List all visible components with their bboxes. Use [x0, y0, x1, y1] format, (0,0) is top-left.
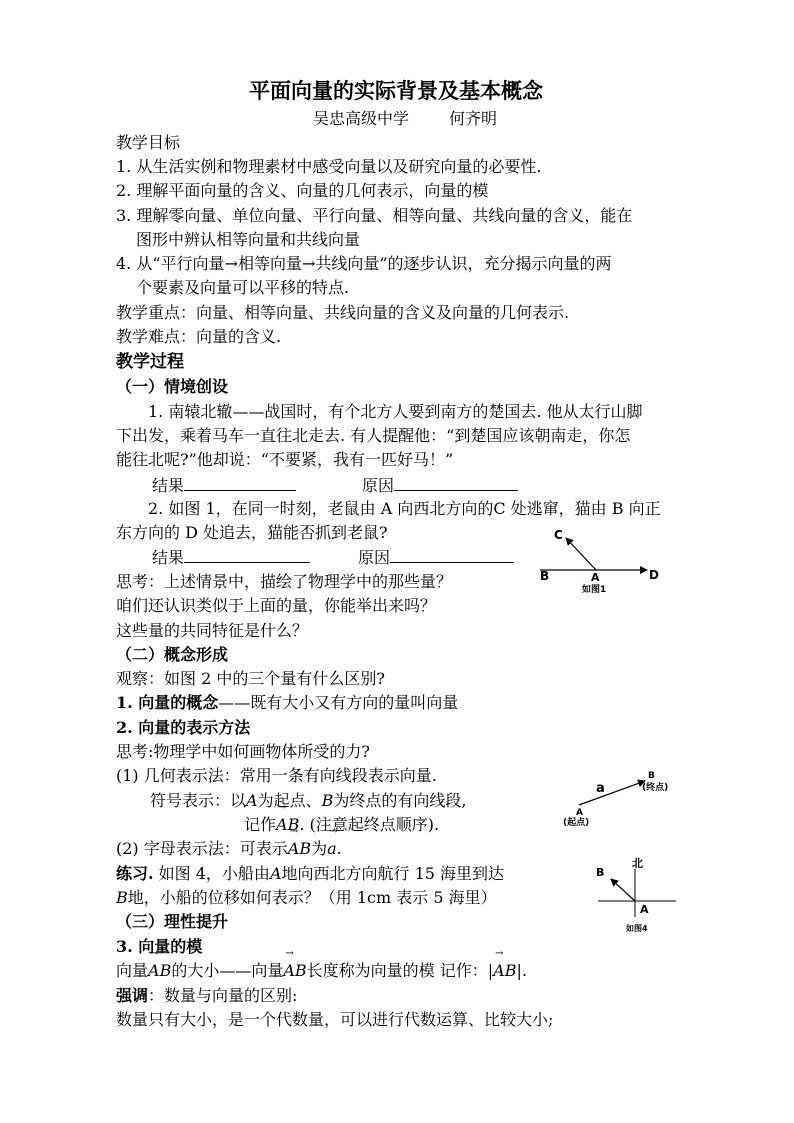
result-label: 结果 [152, 476, 185, 495]
section-1-heading: （一）情境创设 [116, 377, 229, 396]
label-b: B [648, 771, 655, 781]
emphasis-text: ：数量与向量的区别: [148, 986, 298, 1005]
result-label: 结果 [152, 548, 185, 567]
result-line-1 [152, 474, 518, 497]
symbol-suffix: 为终点的有向线段, [333, 791, 467, 810]
exercise-text-c: 地，小船的位移如何表示？（用 1cm 表示 5 海里） [127, 888, 497, 907]
modulus-mid2: 长度称为向量的模 记作：| [306, 961, 494, 980]
label-b: B [540, 569, 550, 583]
exercise-line-1 [116, 863, 504, 885]
figure-4 [590, 855, 685, 937]
section-3-heading: （三）理性提升 [116, 912, 229, 931]
story-line-1: 1. 南辕北辙——战国时，有个北方人要到南方的楚国去. 他从太行山脚 [148, 402, 643, 421]
label-b: B [596, 866, 605, 879]
label-c: C [554, 528, 563, 542]
label-end: (终点) [642, 783, 669, 793]
vector-ab: → AB [493, 960, 516, 982]
objective-3: 3. 理解零向量、单位向量、平行向量、相等向量、共线向量的含义，能在 [116, 206, 633, 225]
section-2-heading: （二）概念形成 [116, 645, 229, 664]
vector-ac [566, 538, 596, 570]
exercise-a: A [269, 864, 282, 883]
vector-a [579, 781, 645, 805]
exercise-text-a: 如图 4，小船由 [153, 864, 270, 883]
notation-suffix: . (注意起终点顺序). [299, 815, 440, 834]
subtitle [313, 108, 497, 130]
school-name: 吴忠高级中学 [313, 109, 410, 128]
concept-1-text: ——既有大小又有方向的量叫向量 [218, 693, 459, 712]
notation-line [244, 814, 439, 836]
result-line-2 [152, 546, 514, 569]
letter-method [116, 838, 342, 860]
exercise-text-b: 地向西北方向航行 15 海里到达 [281, 864, 505, 883]
figure-4-caption: 如图4 [626, 924, 648, 933]
figure-2 [560, 765, 685, 830]
north-label: 北 [632, 857, 643, 870]
vector-ab: → AB [283, 960, 306, 982]
vector-a: → a [327, 838, 337, 860]
process-heading: 教学过程 [116, 352, 184, 372]
teaching-difficulty: 教学难点：向量的含义. [116, 327, 282, 346]
symbol-mid: 为起点、 [257, 791, 322, 810]
geometric-method: (1) 几何表示法：常用一条有向线段表示向量. [116, 766, 437, 785]
symbol-prefix: 符号表示：以 [150, 791, 247, 810]
observe-line: 观察：如图 2 中的三个量有什么区别? [116, 669, 385, 688]
letter-prefix: (2) 字母表示法：可表示 [116, 839, 288, 858]
result-blank [184, 474, 296, 491]
modulus-line [116, 960, 527, 982]
symbol-a: A [246, 791, 258, 810]
exercise-label: 练习. [116, 864, 154, 883]
modulus-prefix: 向量 [116, 961, 149, 980]
reason-label: 原因 [362, 476, 395, 495]
exercise-line-2 [116, 887, 497, 909]
label-a: A [591, 571, 600, 584]
think-line-1: 思考：上述情景中，描绘了物理学中的那些量？ [116, 572, 453, 591]
story-line-3: 能往北呢?”他却说：“不要紧，我有一匹好马！” [116, 450, 454, 469]
mouse-line-1: 2. 如图 1，在同一时刻，老鼠由 A 向西北方向的C 处逃窜，猫由 B 向正 [148, 499, 661, 518]
exercise-b: B [116, 888, 128, 907]
emphasis-label: 强调 [116, 986, 149, 1005]
reason-blank [394, 474, 518, 491]
symbol-b: B [321, 791, 334, 810]
concept-1-label: 1. 向量的概念 [116, 693, 219, 712]
modulus-end: |. [516, 961, 527, 980]
objective-4-cont: 个要素及向量可以平移的特点. [136, 278, 350, 297]
objectives-heading: 教学目标 [116, 133, 181, 152]
objective-1: 1. 从生活实例和物理素材中感受向量以及研究向量的必要性. [116, 157, 542, 176]
label-a: A [576, 808, 583, 818]
mouse-line-2: 东方向的 D 处追去，猫能否抓到老鼠? [116, 523, 388, 542]
vector-ab: → AB [288, 838, 311, 860]
letter-mid: 为 [311, 839, 328, 858]
modulus-mid: 的大小——向量 [171, 961, 284, 980]
symbol-line [150, 790, 466, 812]
reason-blank [390, 546, 514, 563]
result-blank [184, 546, 310, 563]
letter-end: . [336, 839, 342, 858]
objective-2: 2. 理解平面向量的含义、向量的几何表示，向量的模 [116, 181, 489, 200]
label-a: A [640, 903, 649, 916]
author-name: 何齐明 [449, 109, 498, 128]
think-line-2: 咱们还认识类似于上面的量，你能举出来吗？ [116, 596, 437, 615]
concept-3-heading: 3. 向量的模 [116, 937, 203, 956]
objective-3-cont: 图形中辨认相等向量和共线向量 [136, 230, 361, 249]
vector-ab: → AB [148, 960, 171, 982]
objective-4: 4. 从“平行向量→相等向量→共线向量”的逐步认识，充分揭示向量的两 [116, 254, 612, 273]
story-line-2: 下出发，乘着马车一直往北走去. 有人提醒他：“到楚国应该朝南走，你怎 [116, 426, 631, 445]
think-force: 思考:物理学中如何画物体所受的力? [116, 742, 370, 761]
vector-ab: → AB [276, 814, 299, 836]
figure-1-caption: 如图1 [582, 585, 607, 595]
emphasis-line [116, 985, 297, 1007]
notation-prefix: 记作 [244, 815, 277, 834]
page-title: 平面向量的实际背景及基本概念 [249, 78, 543, 103]
label-a-vec: a [596, 781, 605, 796]
label-start: (起点) [563, 818, 590, 828]
think-line-3: 这些量的共同特征是什么？ [116, 621, 309, 640]
label-d: D [649, 568, 659, 582]
concept-2-heading: 2. 向量的表示方法 [116, 718, 251, 737]
reason-label: 原因 [358, 548, 391, 567]
teaching-focus: 教学重点：向量、相等向量、共线向量的含义及向量的几何表示. [116, 303, 570, 322]
scalar-line: 数量只有大小，是一个代数量，可以进行代数运算、比较大小; [116, 1010, 554, 1029]
displacement-ab [611, 879, 635, 901]
concept-1 [116, 692, 458, 714]
figure-1 [530, 522, 670, 602]
